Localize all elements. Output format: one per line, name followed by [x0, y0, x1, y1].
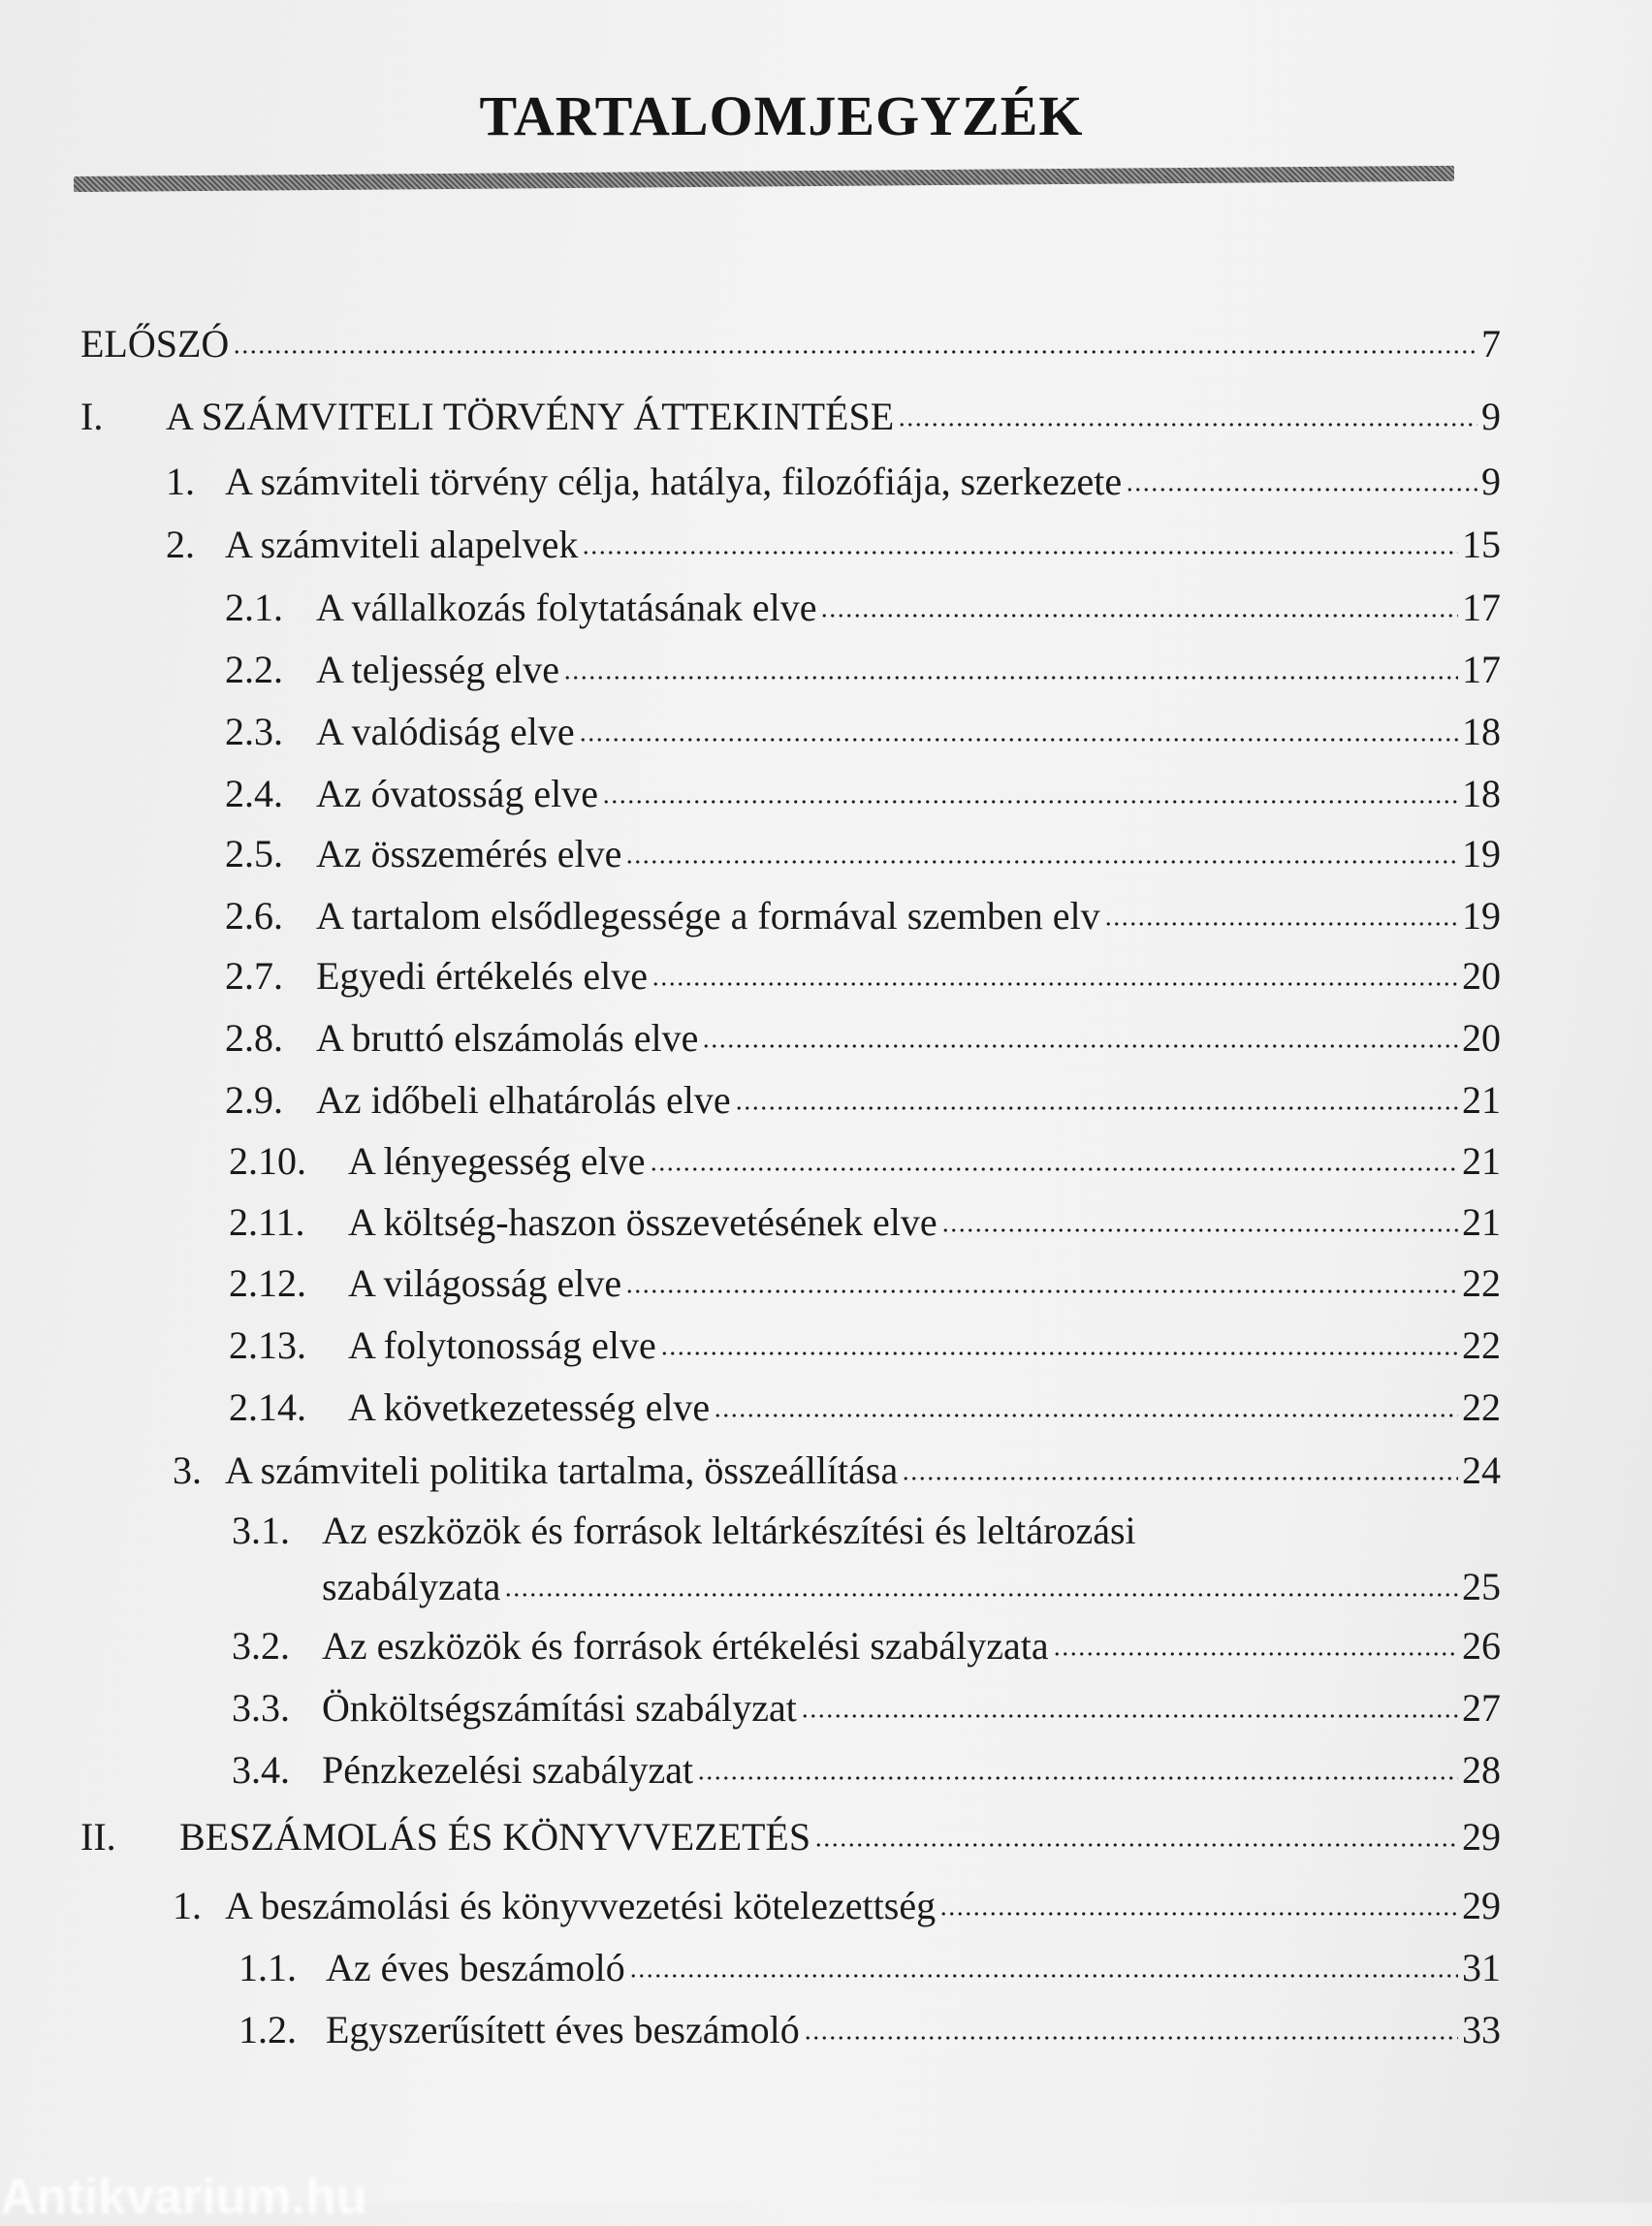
dot-leader	[702, 1041, 1458, 1051]
dot-leader	[1126, 485, 1477, 494]
toc-entry-title: A SZÁMVITELI TÖRVÉNY ÁTTEKINTÉSE	[166, 395, 895, 438]
dot-leader	[629, 1971, 1458, 1981]
dot-leader	[625, 1287, 1458, 1296]
toc-entry-page: 15	[1462, 523, 1501, 566]
toc-entry[interactable]	[229, 1256, 1501, 1311]
toc-entry-page: 7	[1481, 322, 1501, 366]
page-title: TARTALOMJEGYZÉK	[479, 84, 1084, 147]
toc-entry-title: A számviteli törvény célja, hatálya, filozófiája, szerkezete	[225, 460, 1123, 503]
toc-entry-title: A tartalom elsődlegessége a formával szemben elv	[316, 894, 1100, 938]
dot-leader	[563, 673, 1458, 683]
dot-leader	[902, 1474, 1458, 1483]
dot-leader	[625, 857, 1458, 867]
toc-entry[interactable]	[225, 643, 1501, 697]
dot-leader	[660, 1349, 1458, 1358]
toc-entry-page: 18	[1462, 772, 1501, 815]
toc-entry-number: 1.2.	[238, 2008, 297, 2051]
toc-entry[interactable]	[232, 1504, 1501, 1558]
toc-entry[interactable]	[229, 1134, 1501, 1189]
toc-entry[interactable]	[173, 1879, 1501, 1933]
toc-entry-continuation[interactable]	[322, 1560, 1501, 1614]
toc-entry-number: 2.1.	[225, 586, 283, 629]
toc-entry-title: Önköltségszámítási szabályzat	[322, 1686, 797, 1730]
dot-leader	[898, 420, 1477, 429]
toc-entry-title: A világosság elve	[348, 1261, 622, 1305]
toc-entry-number: 2.5.	[225, 832, 283, 875]
toc-entry[interactable]	[80, 317, 1501, 371]
dot-leader	[1053, 1649, 1458, 1659]
toc-entry-number: 2.11.	[229, 1200, 305, 1244]
toc-entry[interactable]	[173, 1444, 1501, 1498]
toc-entry-number: 2.4.	[225, 772, 283, 815]
toc-entry-number: 3.1.	[232, 1509, 290, 1552]
toc-entry[interactable]	[238, 1941, 1501, 1995]
toc-entry[interactable]	[225, 1073, 1501, 1128]
dot-leader	[579, 735, 1458, 745]
toc-entry-page: 19	[1462, 894, 1501, 938]
toc-entry-number: II.	[80, 1815, 116, 1859]
toc-entry-page: 26	[1462, 1624, 1501, 1668]
toc-entry-title: A folytonosság elve	[348, 1323, 656, 1367]
watermark: Antikvarium.hu	[0, 2169, 367, 2225]
toc-entry[interactable]	[229, 1319, 1501, 1373]
dot-leader	[820, 611, 1458, 620]
toc-entry-page: 29	[1462, 1884, 1501, 1927]
toc-entry[interactable]	[238, 2003, 1501, 2057]
toc-entry-page: 9	[1481, 395, 1501, 438]
toc-entry[interactable]	[229, 1195, 1501, 1250]
toc-entry-title-continued: szabályzata	[322, 1565, 501, 1608]
toc-entry-title: A következetesség elve	[348, 1385, 711, 1429]
toc-entry[interactable]	[225, 827, 1501, 881]
dot-leader	[735, 1103, 1458, 1113]
toc-entry[interactable]	[225, 889, 1501, 943]
toc-entry-page: 17	[1462, 586, 1501, 629]
dot-leader	[714, 1411, 1458, 1420]
toc-entry-number: 2.7.	[225, 954, 283, 998]
toc-entry-title: Az összemérés elve	[316, 832, 622, 875]
toc-entry-title: A lényegesség elve	[348, 1139, 646, 1183]
toc-entry[interactable]	[232, 1743, 1501, 1797]
toc-entry-number: 3.3.	[232, 1686, 290, 1730]
toc-entry-page: 27	[1462, 1686, 1501, 1730]
toc-entry-page: 21	[1462, 1078, 1501, 1122]
dot-leader	[804, 2033, 1458, 2043]
toc-entry-title: Egyedi értékelés elve	[316, 954, 649, 998]
toc-entry-number: 2.13.	[229, 1323, 306, 1367]
toc-entry-number: 2.9.	[225, 1078, 283, 1122]
toc-entry-page: 21	[1462, 1139, 1501, 1183]
toc-entry-page: 18	[1462, 710, 1501, 753]
toc-entry-title: Az éves beszámoló	[326, 1946, 625, 1989]
toc-entry-title: BESZÁMOLÁS ÉS KÖNYVVEZETÉS	[179, 1815, 811, 1859]
dot-leader	[233, 347, 1477, 357]
toc-entry-title: A valódiság elve	[316, 710, 575, 753]
toc-entry[interactable]	[166, 455, 1501, 509]
toc-entry-number: 2.8.	[225, 1016, 283, 1060]
dot-leader	[602, 797, 1458, 807]
toc-entry-title: Az óvatosság elve	[316, 772, 599, 815]
toc-entry-page: 20	[1462, 954, 1501, 998]
toc-entry[interactable]	[225, 767, 1501, 821]
toc-entry-title: Pénzkezelési szabályzat	[322, 1748, 694, 1792]
toc-entry[interactable]	[80, 1810, 1501, 1864]
toc-entry-number: 2.6.	[225, 894, 283, 938]
dot-leader	[941, 1225, 1458, 1235]
toc-entry-page: 17	[1462, 648, 1501, 691]
toc-entry[interactable]	[80, 390, 1501, 444]
toc-entry-page: 21	[1462, 1200, 1501, 1244]
toc-entry-title: Az eszközök és források értékelési szabályzata	[322, 1624, 1049, 1668]
dot-leader	[801, 1711, 1458, 1721]
toc-entry-title: Az időbeli elhatárolás elve	[316, 1078, 731, 1122]
toc-entry-title: A vállalkozás folytatásának elve	[316, 586, 817, 629]
dot-leader	[814, 1840, 1458, 1850]
dot-leader	[582, 548, 1458, 557]
title-divider	[74, 166, 1454, 192]
toc-entry-title: A számviteli politika tartalma, összeállítása	[225, 1448, 899, 1492]
toc-entry-page: 22	[1462, 1261, 1501, 1305]
toc-entry-page: 28	[1462, 1748, 1501, 1792]
toc-entry[interactable]	[225, 581, 1501, 635]
toc-entry-page: 33	[1462, 2008, 1501, 2051]
toc-entry-title: A költség-haszon összevetésének elve	[348, 1200, 937, 1244]
dot-leader	[939, 1909, 1458, 1919]
toc-entry-number: 3.4.	[232, 1748, 290, 1792]
toc-entry-number: 2.12.	[229, 1261, 306, 1305]
toc-entry-page: 25	[1462, 1565, 1501, 1608]
toc-entry-number: 3.	[173, 1448, 202, 1492]
dot-leader	[697, 1773, 1458, 1783]
dot-leader	[650, 1164, 1458, 1174]
toc-entry[interactable]	[232, 1681, 1501, 1735]
toc-entry-number: 3.2.	[232, 1624, 290, 1668]
toc-entry[interactable]	[225, 1011, 1501, 1065]
toc-entry-number: 1.	[166, 460, 195, 503]
toc-entry-number: 2.	[166, 523, 195, 566]
toc-entry-number: 2.10.	[229, 1139, 306, 1183]
toc-entry[interactable]	[232, 1619, 1501, 1673]
toc-entry-number: 2.2.	[225, 648, 283, 691]
toc-entry-page: 24	[1462, 1448, 1501, 1492]
toc-entry-number: 1.1.	[238, 1946, 297, 1989]
toc-entry-title: A teljesség elve	[316, 648, 560, 691]
toc-entry-title: Az eszközök és források leltárkészítési és leltározási	[322, 1509, 1136, 1552]
toc-entry-number: I.	[80, 395, 104, 438]
toc-entry[interactable]	[225, 949, 1501, 1003]
toc-entry-title: A számviteli alapelvek	[225, 523, 579, 566]
dot-leader	[504, 1590, 1458, 1600]
toc-entry-page: 22	[1462, 1323, 1501, 1367]
toc-entry-title: ELŐSZÓ	[80, 322, 230, 366]
toc-entry-title: A bruttó elszámolás elve	[316, 1016, 699, 1060]
toc-entry-page: 31	[1462, 1946, 1501, 1989]
toc-entry-number: 2.14.	[229, 1385, 306, 1429]
toc-entry-number: 2.3.	[225, 710, 283, 753]
toc-entry[interactable]	[225, 705, 1501, 759]
toc-entry-number: 1.	[173, 1884, 202, 1927]
toc-entry-page: 20	[1462, 1016, 1501, 1060]
dot-leader	[651, 979, 1458, 989]
toc-entry-title: Egyszerűsített éves beszámoló	[326, 2008, 800, 2051]
toc-entry-page: 9	[1481, 460, 1501, 503]
toc-entry[interactable]	[166, 518, 1501, 572]
toc-entry-page: 22	[1462, 1385, 1501, 1429]
toc-entry[interactable]	[229, 1381, 1501, 1435]
dot-leader	[1104, 919, 1458, 929]
toc-entry-page: 19	[1462, 832, 1501, 875]
toc-entry-title: A beszámolási és könyvvezetési kötelezettség	[225, 1884, 937, 1927]
toc-entry-page: 29	[1462, 1815, 1501, 1859]
